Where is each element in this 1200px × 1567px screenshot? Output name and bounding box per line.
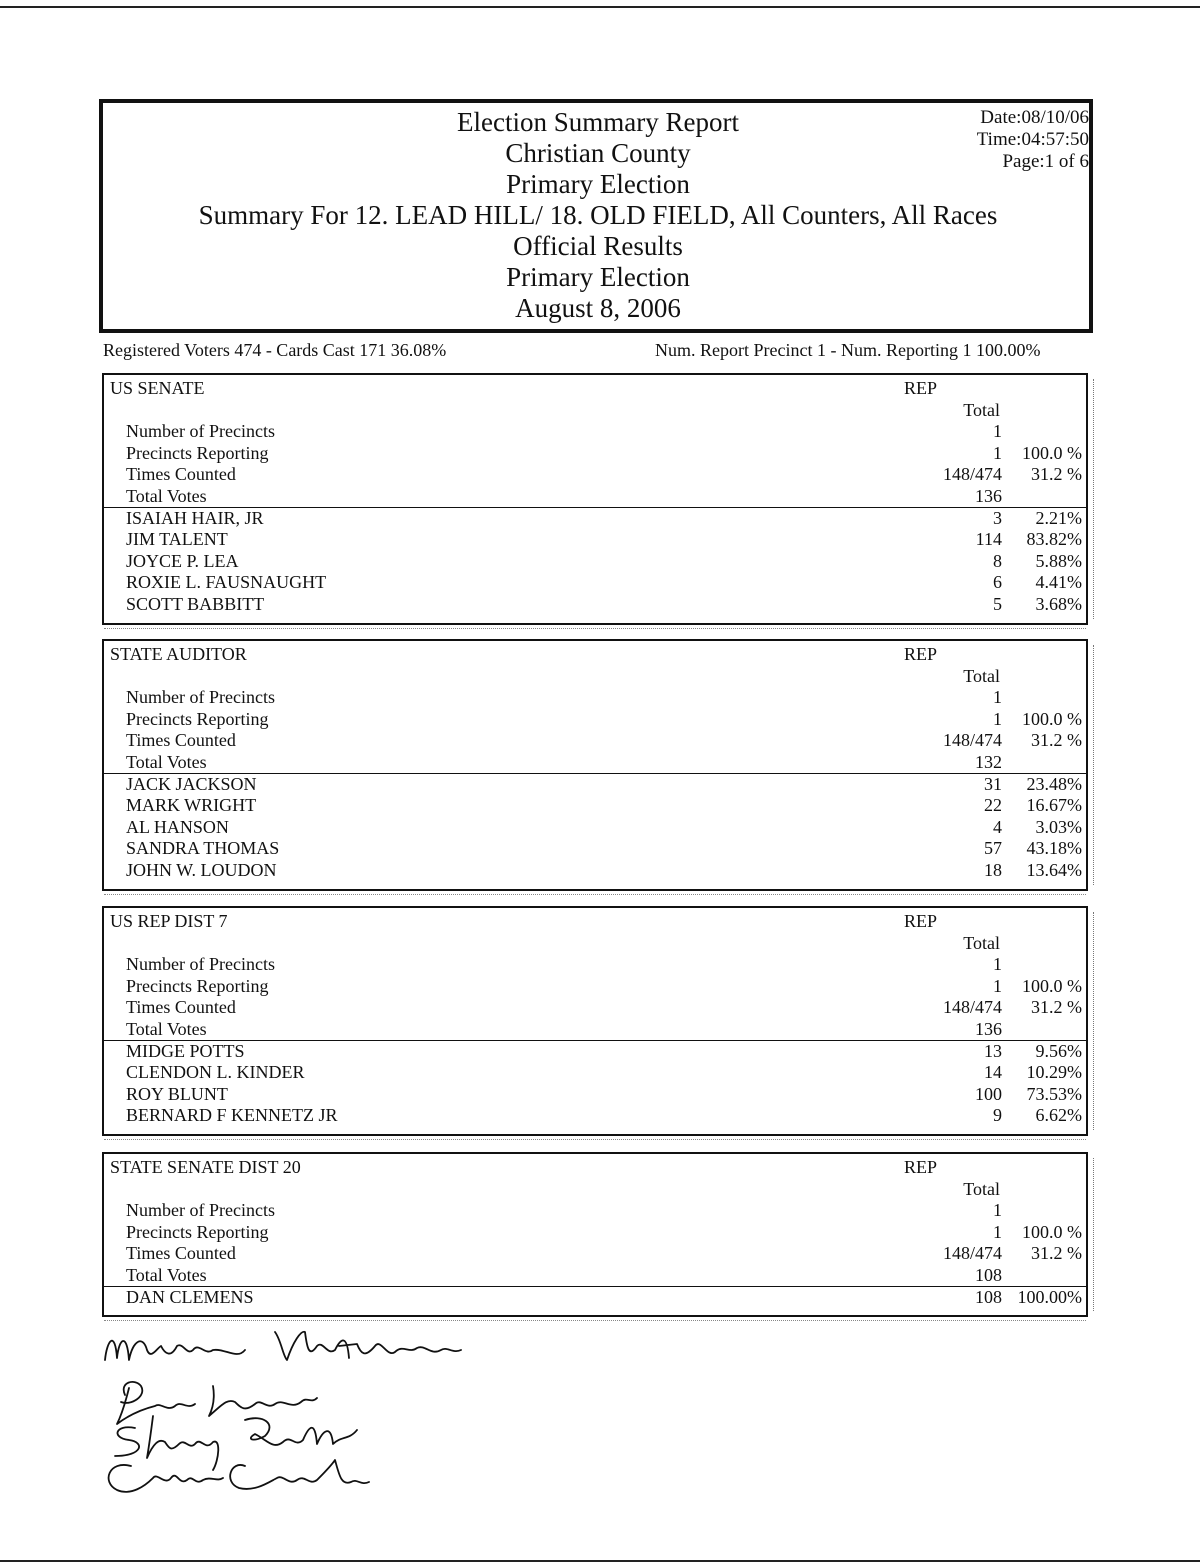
candidate-percent: 23.48%	[1026, 774, 1082, 794]
signature-image	[95, 1320, 515, 1510]
race-title: STATE SENATE DIST 20	[110, 1157, 301, 1177]
header-line-election-2: Primary Election	[506, 262, 690, 292]
candidate-row	[104, 1104, 1086, 1126]
candidate-row	[104, 528, 1086, 550]
candidate-votes: 4	[993, 817, 1002, 837]
race-section	[102, 1152, 1088, 1317]
stat-row	[104, 1242, 1086, 1264]
report-time: Time:04:57:50	[976, 129, 1089, 150]
stat-row	[104, 686, 1086, 708]
stat-row	[104, 420, 1086, 442]
stat-label: Times Counted	[126, 1243, 236, 1263]
race-title-row	[104, 1156, 1086, 1178]
candidate-percent: 13.64%	[1026, 860, 1082, 880]
race-title: US SENATE	[110, 378, 205, 398]
candidate-votes: 22	[984, 795, 1002, 815]
stat-label: Total Votes	[126, 752, 207, 772]
race-title-row	[104, 377, 1086, 399]
stat-label: Number of Precincts	[126, 421, 275, 441]
scan-edge-right	[1090, 379, 1094, 619]
stat-label: Number of Precincts	[126, 1200, 275, 1220]
party-label: REP	[904, 911, 938, 931]
stat-percent: 31.2 %	[1031, 997, 1082, 1017]
candidate-votes: 100	[975, 1084, 1002, 1104]
race-section	[102, 373, 1088, 625]
scan-edge-right	[1090, 1158, 1094, 1311]
candidate-percent: 83.82%	[1026, 529, 1082, 549]
scan-edge-bottom	[104, 625, 1086, 629]
candidate-name: CLENDON L. KINDER	[126, 1062, 305, 1082]
candidate-row	[104, 593, 1086, 615]
candidate-votes: 9	[993, 1105, 1002, 1125]
stat-label: Precincts Reporting	[126, 443, 269, 463]
candidate-votes: 13	[984, 1041, 1002, 1061]
stat-row	[104, 953, 1086, 975]
registered-voters-summary: Registered Voters 474 - Cards Cast 171 36.08%	[103, 340, 447, 360]
stat-label: Number of Precincts	[126, 954, 275, 974]
stat-value: 1	[993, 976, 1002, 996]
stat-percent: 31.2 %	[1031, 464, 1082, 484]
candidate-row	[104, 571, 1086, 593]
candidate-name: MIDGE POTTS	[126, 1041, 245, 1061]
candidate-name: JIM TALENT	[126, 529, 228, 549]
candidate-percent: 9.56%	[1035, 1041, 1082, 1061]
stat-label: Precincts Reporting	[126, 1222, 269, 1242]
header-line-official: Official Results	[513, 231, 683, 261]
candidate-row	[104, 1061, 1086, 1083]
scan-edge-right	[1090, 645, 1094, 885]
stat-label: Total Votes	[126, 1265, 207, 1285]
candidate-votes: 57	[984, 838, 1002, 858]
candidate-percent: 5.88%	[1035, 551, 1082, 571]
stat-row	[104, 751, 1086, 773]
candidate-votes: 8	[993, 551, 1002, 571]
stat-value: 1	[993, 709, 1002, 729]
candidate-votes: 108	[975, 1287, 1002, 1307]
stat-value: 1	[993, 443, 1002, 463]
candidate-percent: 6.62%	[1035, 1105, 1082, 1125]
candidate-percent: 3.03%	[1035, 817, 1082, 837]
candidate-votes: 31	[984, 774, 1002, 794]
signature-4-stroke	[109, 1460, 369, 1492]
candidate-row	[104, 507, 1086, 529]
stat-row	[104, 1221, 1086, 1243]
signatures	[95, 1320, 515, 1510]
stat-row	[104, 1264, 1086, 1286]
candidate-name: ISAIAH HAIR, JR	[126, 508, 264, 528]
stat-label: Total Votes	[126, 1019, 207, 1039]
stat-value: 136	[975, 486, 1002, 506]
candidate-name: JOYCE P. LEA	[126, 551, 239, 571]
scan-edge-right	[1090, 912, 1094, 1130]
candidate-percent: 2.21%	[1035, 508, 1082, 528]
candidate-row	[104, 837, 1086, 859]
candidate-votes: 14	[984, 1062, 1002, 1082]
total-column-header: Total	[963, 400, 1000, 420]
candidate-row	[104, 794, 1086, 816]
report-header	[99, 99, 1093, 333]
race-title-row	[104, 643, 1086, 665]
total-column-header: Total	[963, 1179, 1000, 1199]
candidate-row	[104, 1083, 1086, 1105]
stat-label: Total Votes	[126, 486, 207, 506]
candidate-name: SCOTT BABBITT	[126, 594, 265, 614]
party-label: REP	[904, 378, 938, 398]
stat-value: 108	[975, 1265, 1002, 1285]
stat-row	[104, 996, 1086, 1018]
race-section	[102, 906, 1088, 1136]
stat-label: Number of Precincts	[126, 687, 275, 707]
header-line-report-title: Election Summary Report	[457, 107, 739, 137]
header-meta	[977, 107, 1089, 173]
stat-row	[104, 1018, 1086, 1040]
total-header-row	[104, 932, 1086, 954]
candidate-percent: 73.53%	[1026, 1084, 1082, 1104]
stat-row	[104, 485, 1086, 507]
candidate-percent: 10.29%	[1026, 1062, 1082, 1082]
stat-row	[104, 708, 1086, 730]
total-header-row	[104, 399, 1086, 421]
total-column-header: Total	[963, 933, 1000, 953]
race-section	[102, 639, 1088, 891]
candidate-name: AL HANSON	[126, 817, 229, 837]
candidate-row	[104, 1286, 1086, 1308]
stat-value: 148/474	[942, 1243, 1002, 1263]
stat-percent: 100.0 %	[1022, 976, 1082, 996]
candidate-percent: 43.18%	[1026, 838, 1082, 858]
stat-row	[104, 442, 1086, 464]
party-label: REP	[904, 1157, 938, 1177]
stat-label: Times Counted	[126, 730, 236, 750]
candidate-row	[104, 550, 1086, 572]
candidate-name: MARK WRIGHT	[126, 795, 257, 815]
stat-value: 132	[975, 752, 1002, 772]
report-page: Page:1 of 6	[1002, 151, 1089, 172]
race-title: US REP DIST 7	[110, 911, 228, 931]
total-header-row	[104, 1178, 1086, 1200]
total-column-header: Total	[963, 666, 1000, 686]
stat-row	[104, 975, 1086, 997]
candidate-percent: 3.68%	[1035, 594, 1082, 614]
stat-value: 148/474	[942, 730, 1002, 750]
stat-percent: 100.0 %	[1022, 709, 1082, 729]
header-title-block	[103, 107, 1093, 324]
candidate-percent: 16.67%	[1026, 795, 1082, 815]
candidate-votes: 3	[993, 508, 1002, 528]
stat-label: Precincts Reporting	[126, 976, 269, 996]
candidate-name: ROY BLUNT	[126, 1084, 228, 1104]
signature-3-stroke	[115, 1416, 357, 1470]
header-line-election: Primary Election	[506, 169, 690, 199]
stat-value: 1	[993, 1200, 1002, 1220]
candidate-percent: 100.00%	[1017, 1287, 1082, 1307]
page-bottom-rule	[0, 1560, 1200, 1562]
scan-edge-bottom	[104, 1136, 1086, 1140]
stat-percent: 100.0 %	[1022, 1222, 1082, 1242]
stat-row	[104, 729, 1086, 751]
stat-value: 148/474	[942, 997, 1002, 1017]
candidate-name: DAN CLEMENS	[126, 1287, 254, 1307]
stat-value: 1	[993, 1222, 1002, 1242]
stat-label: Times Counted	[126, 997, 236, 1017]
scan-edge-bottom	[104, 891, 1086, 895]
page-top-rule	[0, 6, 1200, 8]
race-title: STATE AUDITOR	[110, 644, 247, 664]
candidate-name: SANDRA THOMAS	[126, 838, 280, 858]
candidate-name: JACK JACKSON	[126, 774, 257, 794]
stat-value: 1	[993, 687, 1002, 707]
party-label: REP	[904, 644, 938, 664]
candidate-name: BERNARD F KENNETZ JR	[126, 1105, 338, 1125]
signature-1-stroke	[105, 1332, 461, 1360]
stat-row	[104, 463, 1086, 485]
report-date: Date:08/10/06	[980, 107, 1089, 128]
signature-2-stroke	[117, 1382, 317, 1424]
candidate-percent: 4.41%	[1035, 572, 1082, 592]
stat-percent: 31.2 %	[1031, 1243, 1082, 1263]
candidate-row	[104, 773, 1086, 795]
stat-percent: 31.2 %	[1031, 730, 1082, 750]
total-header-row	[104, 665, 1086, 687]
candidate-row	[104, 816, 1086, 838]
header-line-date: August 8, 2006	[515, 293, 681, 323]
precincts-reporting-summary: Num. Report Precinct 1 - Num. Reporting 1 100.00%	[655, 340, 1041, 360]
candidate-votes: 6	[993, 572, 1002, 592]
stat-value: 1	[993, 421, 1002, 441]
stat-value: 148/474	[942, 464, 1002, 484]
stat-label: Precincts Reporting	[126, 709, 269, 729]
header-line-county: Christian County	[505, 138, 691, 168]
stat-value: 136	[975, 1019, 1002, 1039]
candidate-row	[104, 859, 1086, 881]
candidate-votes: 18	[984, 860, 1002, 880]
candidate-votes: 5	[993, 594, 1002, 614]
candidate-votes: 114	[975, 529, 1002, 549]
header-line-summary-for: Summary For 12. LEAD HILL/ 18. OLD FIELD, All Counters, All Races	[198, 200, 998, 230]
candidate-name: JOHN W. LOUDON	[126, 860, 277, 880]
candidate-name: ROXIE L. FAUSNAUGHT	[126, 572, 327, 592]
stat-value: 1	[993, 954, 1002, 974]
candidate-row	[104, 1040, 1086, 1062]
stat-label: Times Counted	[126, 464, 236, 484]
race-title-row	[104, 910, 1086, 932]
stat-row	[104, 1199, 1086, 1221]
stat-percent: 100.0 %	[1022, 443, 1082, 463]
